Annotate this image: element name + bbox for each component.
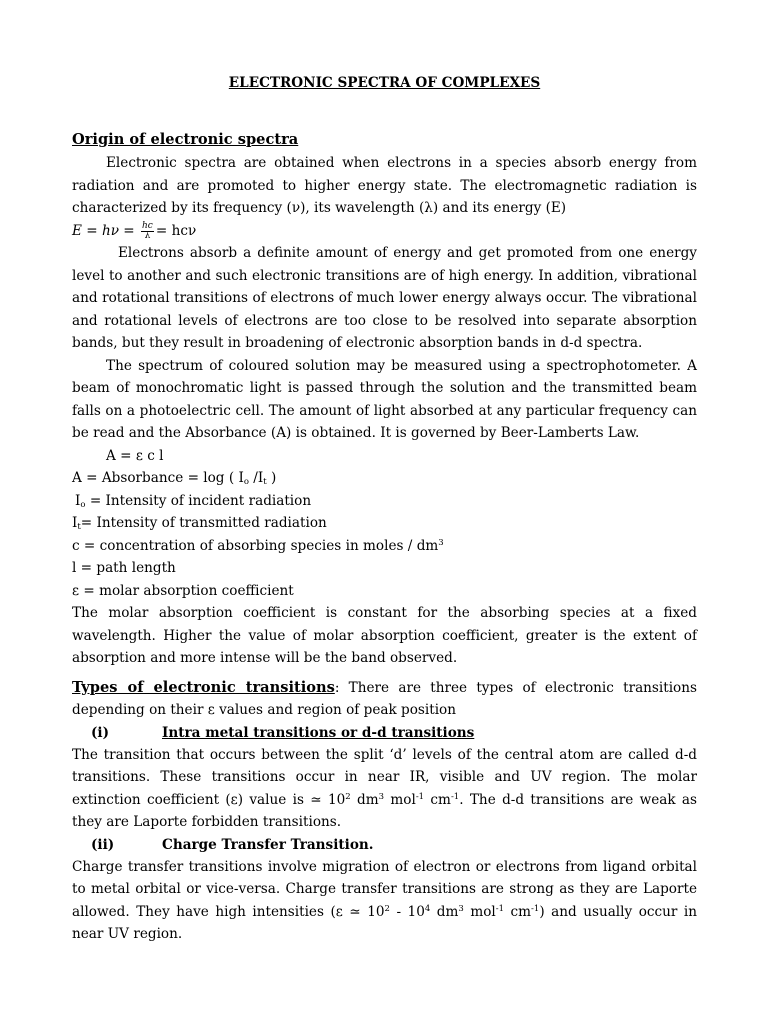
definition-path-length: l = path length (72, 560, 176, 576)
definition-molar-coefficient: ε = molar absorption coefficient (72, 582, 294, 599)
origin-paragraph-4: The molar absorption coefficient is constant for the absorbing species at a fixed wavelength. Higher the value of molar absorption coefficient, greater is the extent of absorption and more intense will be the band observed. (72, 605, 697, 666)
definition-concentration: c = concentration of absorbing species in moles / $dm^3$ (72, 537, 444, 554)
charge-transfer-paragraph: Charge transfer transitions involve migration of electron or electrons from ligand orbital to metal orbital or vice-versa. Charge transfer transitions are strong as they are Laporte allowed. They have high intensities (ε ≃ $10^2 - 10^4$ $dm^3$ mol$^{-1}$ $cm^{-1}$) and usually occur in near UV region. (72, 858, 697, 942)
page-title: ELECTRONIC SPECTRA OF COMPLEXES (228, 75, 541, 91)
equation-fraction (141, 222, 154, 241)
subheading-charge-transfer (72, 834, 697, 856)
equation-lhs: E = hν = (72, 222, 135, 239)
beer-lambert-law: A = ε c l (106, 447, 164, 464)
definition-transmitted-intensity: $I_t=$ Intensity of transmitted radiation (72, 515, 327, 532)
section-heading-origin: Origin of electronic spectra (72, 131, 299, 148)
subheading-number-i: (i) (91, 724, 110, 741)
equation-rhs: = hcν (155, 222, 197, 239)
subheading-number-ii: (ii) (91, 836, 115, 853)
fraction-denominator: λ (144, 230, 151, 241)
subheading-dd-transitions (72, 722, 697, 744)
types-intro-paragraph: Types of electronic transitions: There are three types of electronic transitions depending on their ε values and region of peak position (72, 678, 697, 718)
origin-paragraph-2: Electrons absorb a definite amount of energy and get promoted from one energy level to another and such electronic transitions are of high energy. In addition, vibrational and rotational transitions of electrons of much lower energy always occur. The vibrational and rotational levels of electrons are too close to be resolved into separate absorption bands, but they result in broadening of electronic absorption bands in d-d spectra. (72, 245, 697, 351)
origin-paragraph-3: The spectrum of coloured solution may be measured using a spectrophotometer. A beam of monochromatic light is passed through the solution and the transmitted beam falls on a photoelectric cell. The amount of light absorbed at any particular frequency can be read and the Absorbance (A) is obtained. It is governed by Beer-Lamberts Law. (72, 357, 697, 441)
fraction-numerator: hc (142, 220, 153, 231)
dd-transitions-paragraph: The transition that occurs between the split ‘d’ levels of the central atom are called d-d transitions. These transitions occur in near IR, visible and UV region. The molar extinction coefficient (ε) value is ≃ $10^2$ $dm^3$ mol$^{-1}$ $cm^{-1}$. The d-d transitions are weak as they are Laporte forbidden transitions. (72, 746, 697, 830)
subheading-title-dd: Intra metal transitions or d-d transitions (162, 724, 475, 741)
origin-paragraph-1: Electronic spectra are obtained when electrons in a species absorb energy from radiation and are promoted to higher energy state. The electromagnetic radiation is characterized by its frequency (ν), its wavelength (λ) and its energy (E) (72, 155, 697, 216)
energy-equation (72, 220, 697, 243)
definition-absorbance: A = Absorbance = log ( $I_o$ $/I_t$ ) (72, 470, 277, 487)
section-heading-types: Types of electronic transitions (72, 678, 335, 696)
definition-incident-intensity: $I_o$ = Intensity of incident radiation (75, 492, 312, 510)
subheading-title-charge-transfer: Charge Transfer Transition. (162, 836, 374, 853)
